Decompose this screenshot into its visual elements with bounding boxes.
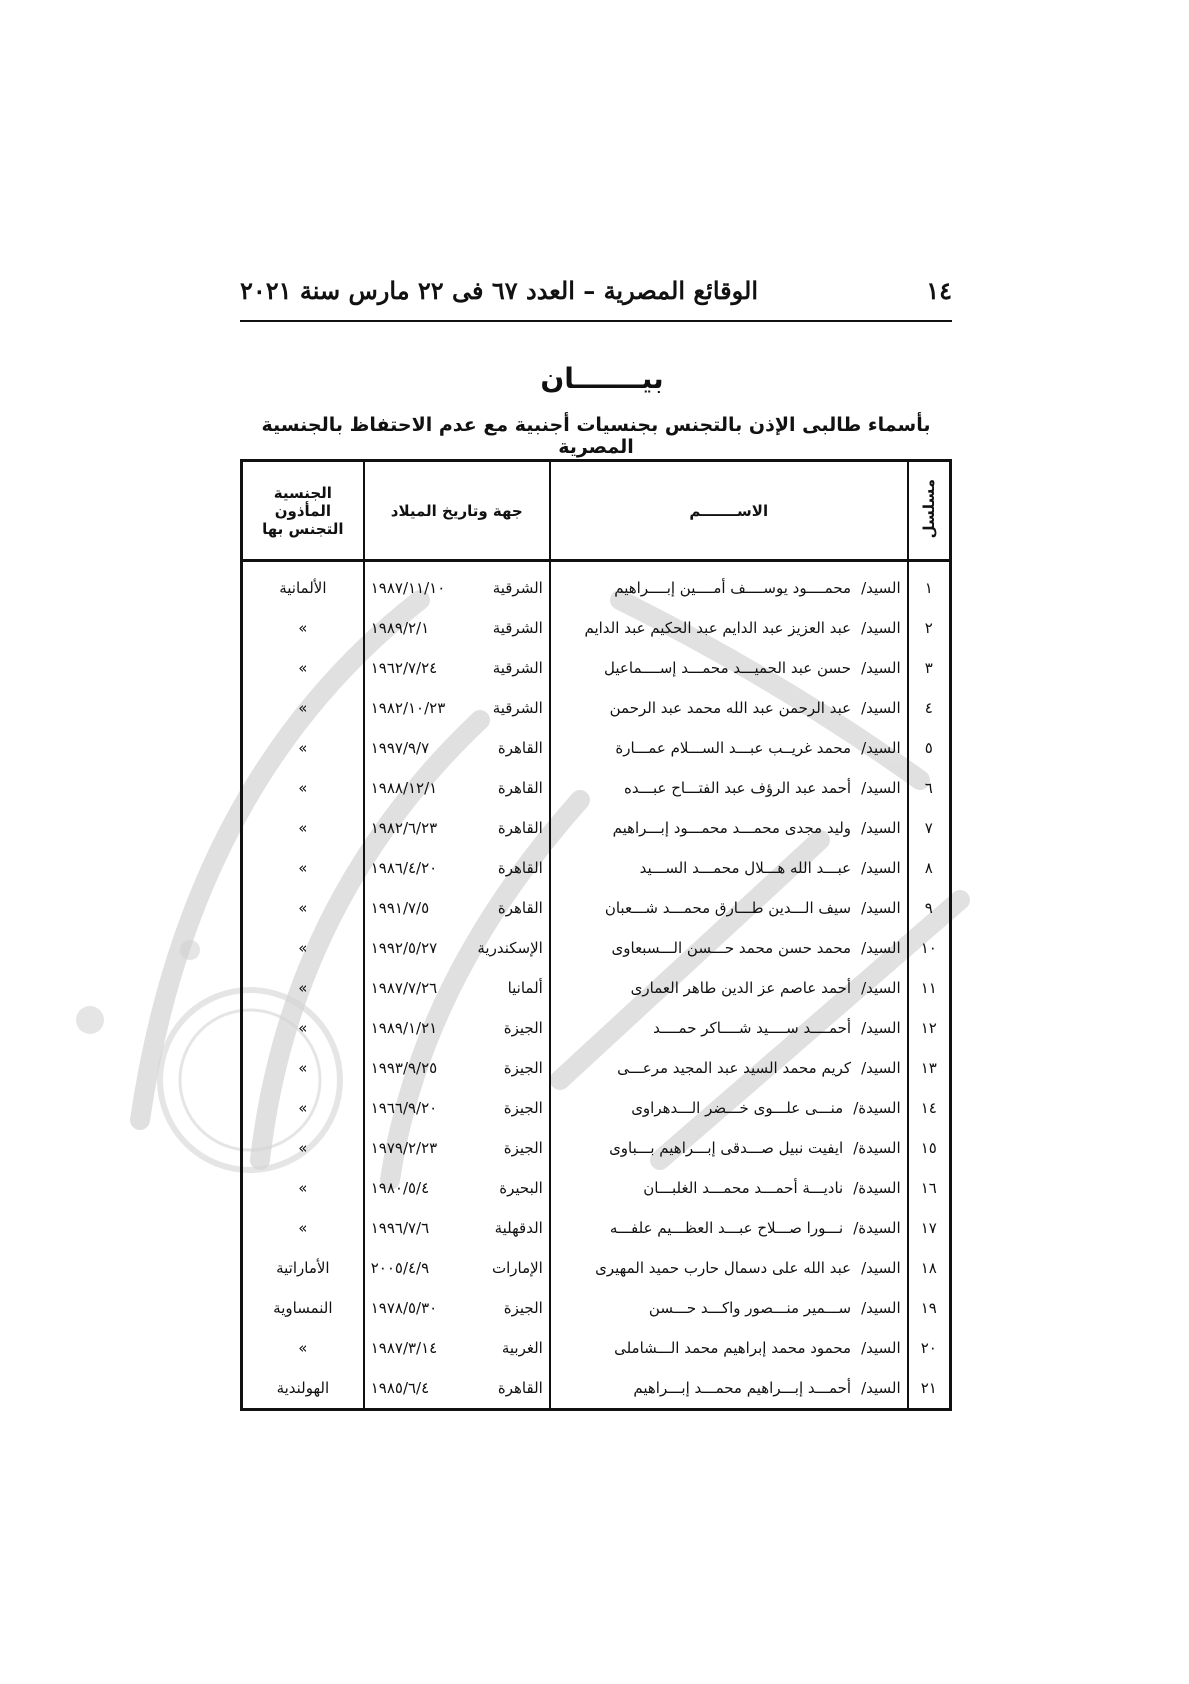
row-birth-cell xyxy=(364,1088,550,1128)
row-birth-place: الشرقية xyxy=(492,619,543,637)
row-birth-cell xyxy=(364,1248,550,1288)
row-name-cell xyxy=(550,1128,908,1168)
row-name: أحمـــد إبـــراهيم محمـــد إبـــراهيم xyxy=(633,1379,852,1397)
row-serial: ١٤ xyxy=(908,1088,951,1128)
row-name-cell xyxy=(550,1088,908,1128)
row-nationality: » xyxy=(242,1208,364,1248)
row-birth-cell xyxy=(364,928,550,968)
row-name-cell xyxy=(550,728,908,768)
row-title: السيد/ xyxy=(861,1339,901,1357)
row-serial: ١٨ xyxy=(908,1248,951,1288)
row-name-cell xyxy=(550,608,908,648)
row-name-cell xyxy=(550,968,908,1008)
row-nationality: » xyxy=(242,968,364,1008)
row-serial: ١٢ xyxy=(908,1008,951,1048)
row-name-cell xyxy=(550,1168,908,1208)
row-birth-cell xyxy=(364,1328,550,1368)
row-birth-cell xyxy=(364,1368,550,1410)
row-title: السيد/ xyxy=(861,819,901,837)
row-birth-cell xyxy=(364,808,550,848)
header-birth: جهة وتاريخ الميلاد xyxy=(364,461,550,561)
row-name-cell xyxy=(550,688,908,728)
table-row xyxy=(242,648,951,688)
row-serial: ١٩ xyxy=(908,1288,951,1328)
row-serial: ١٠ xyxy=(908,928,951,968)
row-name-cell xyxy=(550,888,908,928)
table-row xyxy=(242,1368,951,1410)
row-name: كريم محمد السيد عبد المجيد مرعـــى xyxy=(617,1059,852,1077)
row-birth-date: ١٩٩٣/٩/٢٥ xyxy=(370,1059,438,1077)
row-title: السيدة/ xyxy=(853,1099,901,1117)
row-title: السيد/ xyxy=(861,1059,901,1077)
row-birth-place: الشرقية xyxy=(492,579,543,597)
row-birth-place: القاهرة xyxy=(497,1379,543,1397)
row-birth-date: ١٩٧٨/٥/٣٠ xyxy=(370,1299,438,1317)
table-row xyxy=(242,608,951,648)
row-birth-date: ١٩٨٧/١١/١٠ xyxy=(370,579,446,597)
row-title: السيد/ xyxy=(861,619,901,637)
row-nationality: الأماراتية xyxy=(242,1248,364,1288)
row-birth-place: القاهرة xyxy=(497,779,543,797)
table-row xyxy=(242,1008,951,1048)
row-title: السيد/ xyxy=(861,1299,901,1317)
row-title: السيد/ xyxy=(861,1259,901,1277)
row-birth-cell xyxy=(364,768,550,808)
table-row xyxy=(242,1168,951,1208)
row-serial: ١ xyxy=(908,561,951,609)
table-row xyxy=(242,1288,951,1328)
table-row xyxy=(242,561,951,609)
row-serial: ١٧ xyxy=(908,1208,951,1248)
row-title: السيدة/ xyxy=(853,1179,901,1197)
table-row xyxy=(242,728,951,768)
row-name: محمد غريــب عبـــد الســـلام عمـــارة xyxy=(615,739,852,757)
row-birth-date: ١٩٩٢/٥/٢٧ xyxy=(370,939,438,957)
table-row xyxy=(242,928,951,968)
table-row xyxy=(242,888,951,928)
row-birth-cell xyxy=(364,1008,550,1048)
table-body xyxy=(242,561,951,1410)
table-row xyxy=(242,808,951,848)
row-nationality: » xyxy=(242,928,364,968)
publication-header: الوقائع المصرية – العدد ٦٧ فى ٢٢ مارس سنة ٢٠٢١ xyxy=(240,275,758,305)
row-nationality: » xyxy=(242,1048,364,1088)
row-name-cell xyxy=(550,1368,908,1410)
row-name-cell xyxy=(550,768,908,808)
table-row xyxy=(242,848,951,888)
row-serial: ٥ xyxy=(908,728,951,768)
row-birth-place: الجيزة xyxy=(503,1099,543,1117)
row-title: السيد/ xyxy=(861,739,901,757)
row-nationality: » xyxy=(242,1008,364,1048)
row-serial: ١١ xyxy=(908,968,951,1008)
row-name-cell xyxy=(550,928,908,968)
row-birth-cell xyxy=(364,688,550,728)
row-nationality: » xyxy=(242,1168,364,1208)
row-nationality: الألمانية xyxy=(242,561,364,609)
row-title: السيد/ xyxy=(861,1379,901,1397)
row-serial: ٢ xyxy=(908,608,951,648)
row-birth-date: ١٩٨٢/١٠/٢٣ xyxy=(370,699,446,717)
row-title: السيد/ xyxy=(861,939,901,957)
row-name: أحمد عبد الرؤف عبد الفتـــاح عبـــده xyxy=(624,779,852,797)
row-birth-date: ١٩٦٢/٧/٢٤ xyxy=(370,659,438,677)
row-birth-date: ١٩٩٦/٧/٦ xyxy=(370,1219,430,1237)
document-subtitle: بأسماء طالبى الإذن بالتجنس بجنسيات أجنبية مع عدم الاحتفاظ بالجنسية المصرية xyxy=(261,414,931,458)
row-birth-date: ١٩٨٩/٢/١ xyxy=(370,619,430,637)
row-serial: ٢١ xyxy=(908,1368,951,1410)
row-birth-date: ١٩٨٧/٣/١٤ xyxy=(370,1339,438,1357)
row-name-cell xyxy=(550,1288,908,1328)
row-serial: ٤ xyxy=(908,688,951,728)
row-title: السيد/ xyxy=(861,779,901,797)
header-nationality: الجنسية المأذون التجنس بها xyxy=(242,461,364,561)
row-name: محمد حسن محمد حـــسن الـــسبعاوى xyxy=(611,939,852,957)
row-birth-date: ١٩٨٩/١/٢١ xyxy=(370,1019,438,1037)
row-birth-cell xyxy=(364,608,550,648)
row-name-cell xyxy=(550,848,908,888)
row-birth-cell xyxy=(364,1288,550,1328)
row-name-cell xyxy=(550,1008,908,1048)
page-header xyxy=(240,270,952,310)
row-nationality: » xyxy=(242,888,364,928)
row-birth-place: الإمارات xyxy=(491,1259,543,1277)
table-row xyxy=(242,968,951,1008)
row-birth-place: الجيزة xyxy=(503,1299,543,1317)
row-birth-date: ١٩٩٧/٩/٧ xyxy=(370,739,430,757)
row-birth-place: البحيرة xyxy=(499,1179,543,1197)
row-serial: ٨ xyxy=(908,848,951,888)
row-birth-place: الدقهلية xyxy=(494,1219,543,1237)
row-nationality: » xyxy=(242,1128,364,1168)
row-title: السيد/ xyxy=(861,659,901,677)
table-header-row xyxy=(242,461,951,561)
row-birth-date: ١٩٧٩/٢/٢٣ xyxy=(370,1139,438,1157)
row-name-cell xyxy=(550,1328,908,1368)
row-birth-date: ١٩٩١/٧/٥ xyxy=(370,899,430,917)
table-row xyxy=(242,688,951,728)
row-birth-cell xyxy=(364,561,550,609)
row-birth-place: القاهرة xyxy=(497,739,543,757)
row-nationality: » xyxy=(242,768,364,808)
row-name: منـــى علـــوى خـــضر الـــدهراوى xyxy=(631,1099,844,1117)
row-name: حسن عبد الحميـــد محمـــد إســــماعيل xyxy=(604,659,852,677)
row-nationality: » xyxy=(242,848,364,888)
row-name: سيف الـــدين طـــارق محمـــد شـــعبان xyxy=(604,899,852,917)
row-serial: ١٦ xyxy=(908,1168,951,1208)
row-birth-place: القاهرة xyxy=(497,859,543,877)
row-serial: ١٥ xyxy=(908,1128,951,1168)
row-serial: ٢٠ xyxy=(908,1328,951,1368)
row-birth-place: الجيزة xyxy=(503,1139,543,1157)
row-nationality: » xyxy=(242,608,364,648)
row-birth-cell xyxy=(364,1128,550,1168)
row-nationality: » xyxy=(242,648,364,688)
row-name: عبد الله على دسمال حارب حميد المهيرى xyxy=(595,1259,852,1277)
row-name: نـــورا صـــلاح عبـــد العظـــيم علفـــه xyxy=(609,1219,844,1237)
row-serial: ٧ xyxy=(908,808,951,848)
row-title: السيد/ xyxy=(861,979,901,997)
row-title: السيدة/ xyxy=(853,1219,901,1237)
row-name: وليد مجدى محمـــد محمـــود إبـــراهيم xyxy=(612,819,852,837)
row-title: السيد/ xyxy=(861,1019,901,1037)
row-birth-date: ١٩٨٢/٦/٢٣ xyxy=(370,819,438,837)
row-name: أحمــــد ســــيد شــــاكر حمــــد xyxy=(653,1019,852,1037)
row-birth-date: ١٩٦٦/٩/٢٠ xyxy=(370,1099,438,1117)
row-title: السيد/ xyxy=(861,899,901,917)
row-birth-cell xyxy=(364,1168,550,1208)
row-nationality: الهولندية xyxy=(242,1368,364,1410)
row-birth-cell xyxy=(364,728,550,768)
document-title: بيـــــــان xyxy=(540,362,664,395)
row-name-cell xyxy=(550,1048,908,1088)
table-row xyxy=(242,1248,951,1288)
row-nationality: » xyxy=(242,808,364,848)
row-birth-date: ٢٠٠٥/٤/٩ xyxy=(370,1259,430,1277)
row-birth-place: الجيزة xyxy=(503,1019,543,1037)
row-birth-place: القاهرة xyxy=(497,819,543,837)
row-nationality: » xyxy=(242,688,364,728)
row-birth-cell xyxy=(364,648,550,688)
row-nationality: » xyxy=(242,1088,364,1128)
row-name: محمــــود يوســــف أمــــين إبــــراهيم xyxy=(614,579,852,597)
row-title: السيد/ xyxy=(861,859,901,877)
row-birth-cell xyxy=(364,1048,550,1088)
row-nationality: النمساوية xyxy=(242,1288,364,1328)
row-name: محمود محمد إبراهيم محمد الـــشاملى xyxy=(614,1339,852,1357)
row-name: ســـمير منـــصور واكـــد حـــسن xyxy=(648,1299,852,1317)
header-serial: مسلسل xyxy=(908,461,951,561)
header-name: الاســـــــم xyxy=(550,461,908,561)
row-birth-date: ١٩٨٨/١٢/١ xyxy=(370,779,438,797)
row-nationality: » xyxy=(242,1328,364,1368)
row-title: السيد/ xyxy=(861,579,901,597)
page-number: ١٤ xyxy=(926,275,952,305)
row-name: عبد الرحمن عبد الله محمد عبد الرحمن xyxy=(609,699,852,717)
table-row xyxy=(242,1128,951,1168)
row-birth-cell xyxy=(364,1208,550,1248)
row-nationality: » xyxy=(242,728,364,768)
row-birth-place: الجيزة xyxy=(503,1059,543,1077)
row-name-cell xyxy=(550,1248,908,1288)
row-name: ايفيت نبيل صـــدقى إبـــراهيم بـــباوى xyxy=(609,1139,844,1157)
row-name-cell xyxy=(550,1208,908,1248)
row-birth-date: ١٩٨٦/٤/٢٠ xyxy=(370,859,438,877)
row-name-cell xyxy=(550,808,908,848)
row-birth-date: ١٩٨٥/٦/٤ xyxy=(370,1379,430,1397)
applicants-table xyxy=(240,459,952,1411)
table-row xyxy=(242,1208,951,1248)
row-title: السيد/ xyxy=(861,699,901,717)
row-serial: ٦ xyxy=(908,768,951,808)
row-name-cell xyxy=(550,561,908,609)
row-birth-cell xyxy=(364,848,550,888)
row-birth-date: ١٩٨٧/٧/٢٦ xyxy=(370,979,438,997)
row-birth-place: الشرقية xyxy=(492,699,543,717)
row-birth-place: الغربية xyxy=(501,1339,543,1357)
row-title: السيدة/ xyxy=(853,1139,901,1157)
row-name: عبـــد الله هـــلال محمـــد الســـيد xyxy=(639,859,852,877)
row-birth-place: القاهرة xyxy=(497,899,543,917)
table-row xyxy=(242,1328,951,1368)
table-row xyxy=(242,1088,951,1128)
row-name: عبد العزيز عبد الدايم عبد الحكيم عبد الدايم xyxy=(584,619,852,637)
table-row xyxy=(242,1048,951,1088)
row-name: أحمد عاصم عز الدين طاهر العمارى xyxy=(630,979,852,997)
row-birth-date: ١٩٨٠/٥/٤ xyxy=(370,1179,430,1197)
row-birth-place: ألمانيا xyxy=(507,979,543,997)
row-birth-cell xyxy=(364,888,550,928)
row-serial: ٩ xyxy=(908,888,951,928)
row-birth-place: الشرقية xyxy=(492,659,543,677)
row-birth-place: الإسكندرية xyxy=(477,939,543,957)
row-name-cell xyxy=(550,648,908,688)
row-birth-cell xyxy=(364,968,550,1008)
row-serial: ١٣ xyxy=(908,1048,951,1088)
table-row xyxy=(242,768,951,808)
row-serial: ٣ xyxy=(908,648,951,688)
row-name: ناديـــة أحمـــد محمـــد الغلبـــان xyxy=(643,1179,844,1197)
header-divider xyxy=(240,320,952,322)
